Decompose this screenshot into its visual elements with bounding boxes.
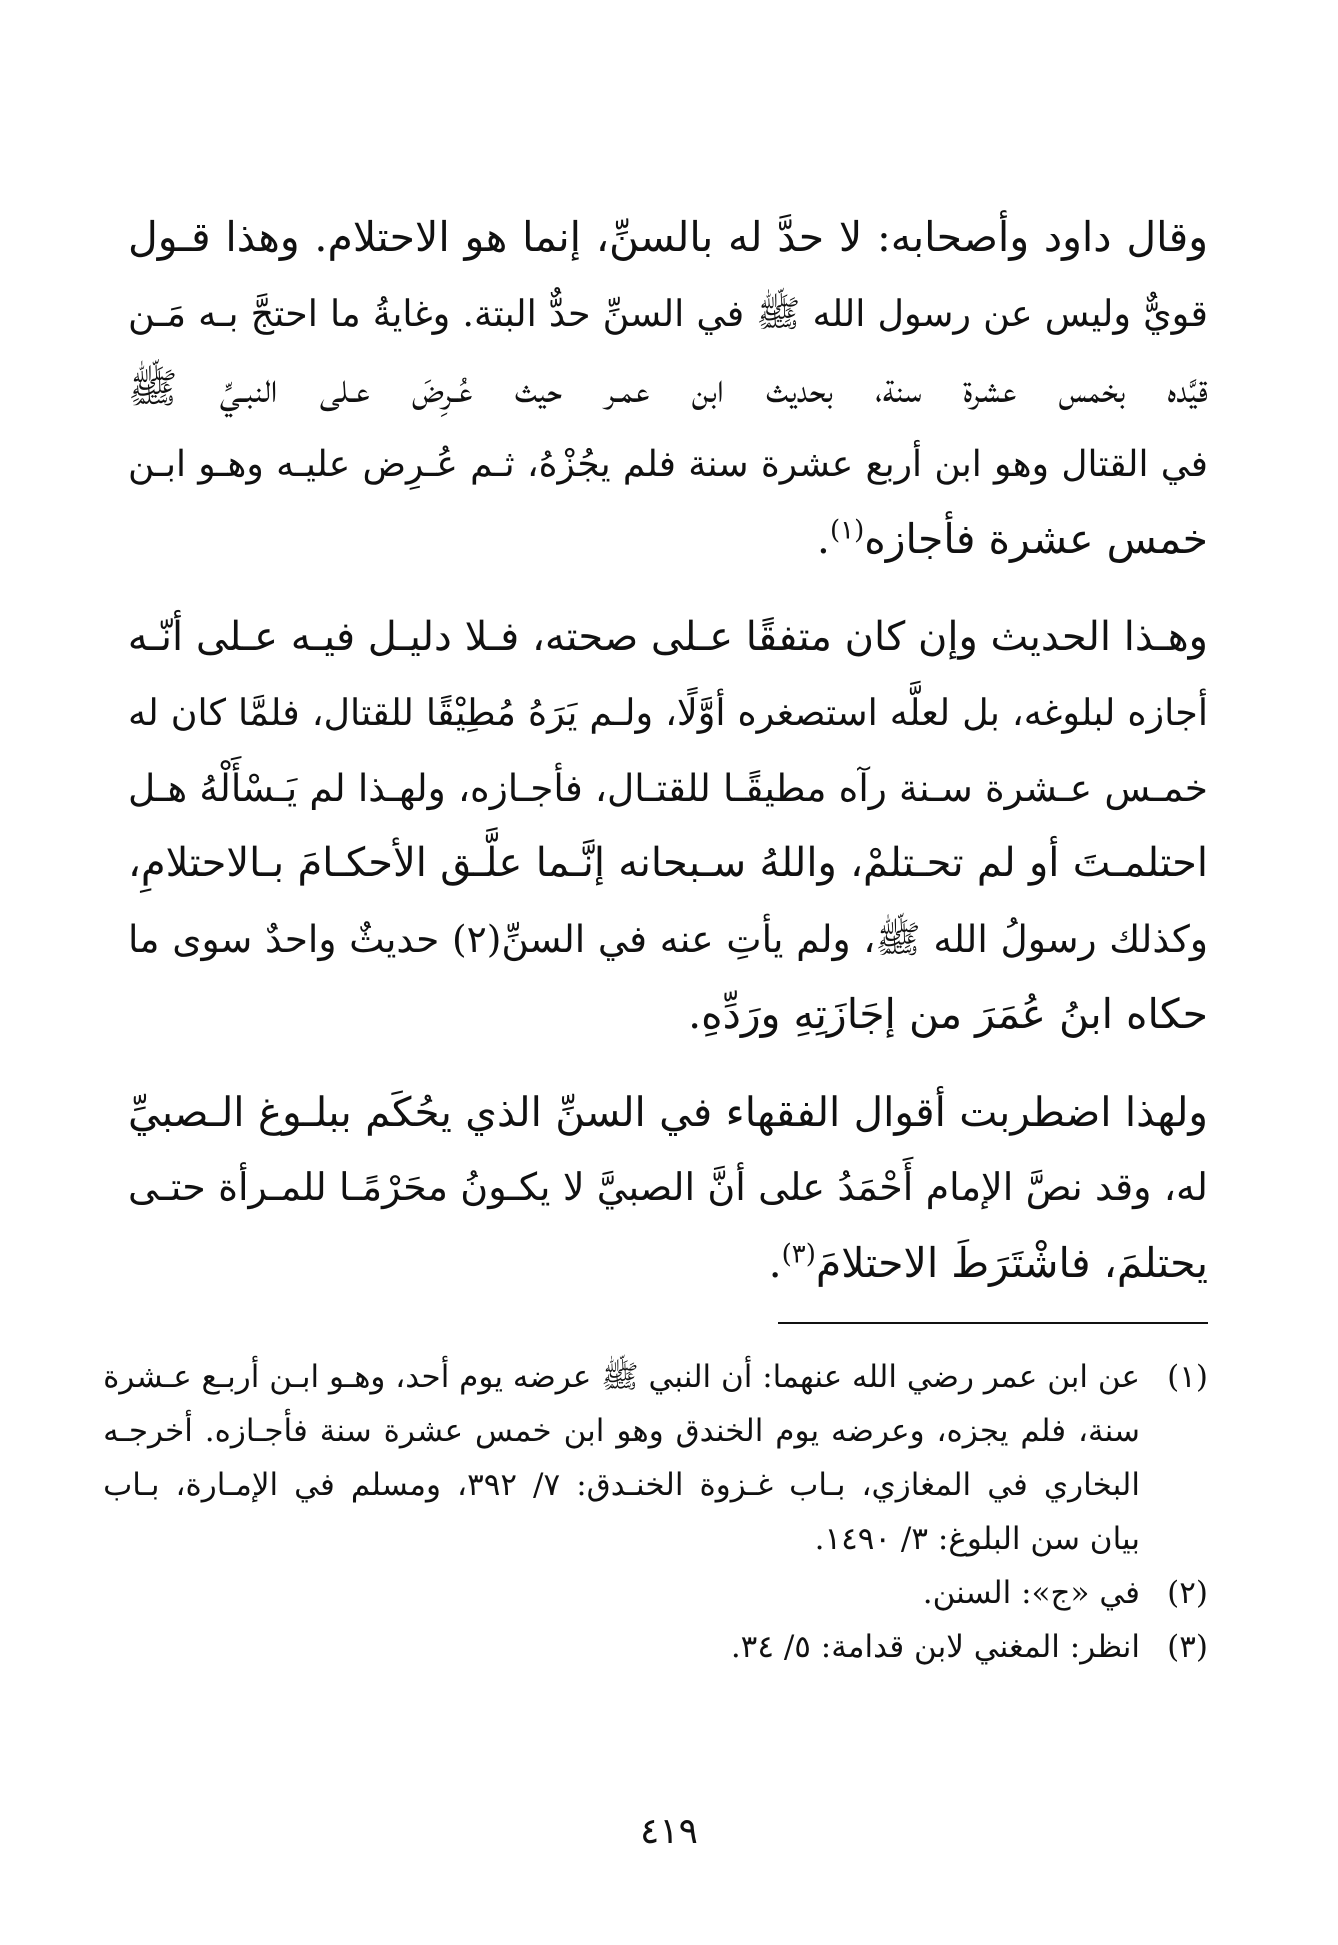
text-line-last bbox=[128, 502, 1208, 578]
footnote-separator bbox=[778, 1322, 1208, 1324]
text-line-last bbox=[128, 1226, 1208, 1302]
text-line: له، وقد نصَّ الإمام أَحْمَدُ على أنَّ الصبيَّ لا يكـونُ محَرْمًـا للمـرأة حتـى bbox=[128, 1165, 1208, 1209]
footnote-text bbox=[128, 1620, 1140, 1674]
text-line: وقال داود وأصحابه: لا حدَّ له بالسنِّ، إنما هو الاحتلام. وهذا قـول bbox=[128, 213, 1208, 261]
footnote-1 bbox=[103, 1350, 1208, 1566]
footnotes-section bbox=[103, 1350, 1208, 1674]
footnote-line: سنة، فلم يجزه، وعرضه يوم الخندق وهو ابن خمس عشرة سنة فأجـازه. أخرجـه bbox=[103, 1413, 1140, 1449]
footnote-3 bbox=[128, 1620, 1208, 1674]
footnote-text bbox=[128, 1566, 1140, 1620]
footnote-number: (٢) bbox=[1167, 1575, 1208, 1611]
text-line: أجازه لبلوغه، بل لعلَّه استصغره أوَّلًا، ولـم يَرَهُ مُطِيْقًا للقتال، فلمَّا كان له bbox=[128, 691, 1208, 734]
text-line: ولهذا اضطربت أقوال الفقهاء في السنِّ الذي يحُكَم ببلـوغ الـصبيِّ bbox=[128, 1087, 1208, 1136]
text-line: في القتال وهو ابن أربع عشرة سنة فلم يجُزْهُ، ثـم عُـرِض عليـه وهـو ابـن bbox=[128, 443, 1208, 485]
line-end-punctuation: . bbox=[768, 1238, 782, 1287]
footnote-2 bbox=[128, 1566, 1208, 1620]
text-line: وهـذا الحديث وإن كان متفقًا عـلى صحته، فـلا دليـل فيـه عـلى أنّـه bbox=[127, 613, 1208, 660]
footnote-reference-1[interactable]: (١) bbox=[829, 515, 865, 546]
text-line: وكذلك رسولُ الله ﷺ، ولم يأتِ عنه في السنِّ(٢) حديثٌ واحدٌ سوى ما bbox=[128, 916, 1208, 961]
line-end-punctuation: . bbox=[816, 515, 830, 563]
footnote-reference-3[interactable]: (٣) bbox=[781, 1238, 816, 1269]
paragraph-2 bbox=[128, 600, 1208, 1053]
footnote-line: انظر: المغني لابن قدامة: ٥/ ٣٤. bbox=[730, 1629, 1140, 1665]
footnote-line: عن ابن عمر رضي الله عنهما: أن النبي ﷺ عرضه يوم أحد، وهـو ابـن أربـع عـشرة bbox=[103, 1359, 1140, 1395]
text-line: خمس عشرة فأجازه bbox=[864, 515, 1208, 563]
text-line: قيَّده بخمس عشرة سنة، بحديث ابن عمـر حيث عُـرِضَ عـلى النبـيِّ ﷺ bbox=[128, 364, 1208, 412]
text-line: احتلمـتَ أو لم تحـتلمْ، واللهُ سـبحانه إنَّـما علَّـق الأحكـامَ بـالاحتلامِ، bbox=[128, 840, 1208, 886]
footnote-line: البخاري في المغازي، بـاب غـزوة الخنـدق: ٧/ ٣٩٢، ومسلم في الإمـارة، بـاب bbox=[103, 1467, 1140, 1503]
footnote-text bbox=[103, 1350, 1140, 1566]
paragraph-1 bbox=[128, 200, 1208, 578]
text-line: حكاه ابنُ عُمَرَ من إجَازَتِهِ ورَدِّهِ. bbox=[688, 990, 1208, 1038]
footnote-line: في «ج»: السنن. bbox=[922, 1575, 1140, 1611]
footnote-line: بيان سن البلوغ: ٣/ ١٤٩٠. bbox=[814, 1521, 1140, 1557]
footnote-number: (٣) bbox=[1167, 1629, 1208, 1665]
main-text bbox=[128, 200, 1208, 1323]
paragraph-3 bbox=[128, 1075, 1208, 1302]
text-line: يحتلمَ، فاشْتَرَطَ الاحتلامَ bbox=[815, 1238, 1208, 1287]
text-line: قويٌّ وليس عن رسول الله ﷺ في السنِّ حدٌّ البتة. وغايةُ ما احتجَّ بـه مَـن bbox=[128, 291, 1208, 335]
footnote-number: (١) bbox=[1167, 1359, 1208, 1395]
page-number: ٤١٩ bbox=[639, 1811, 698, 1852]
text-line: خمـس عـشرة سـنة رآه مطيقًـا للقتـال، فأجـازه، ولهـذا لم يَـسْأَلْهُ هـل bbox=[128, 765, 1208, 810]
